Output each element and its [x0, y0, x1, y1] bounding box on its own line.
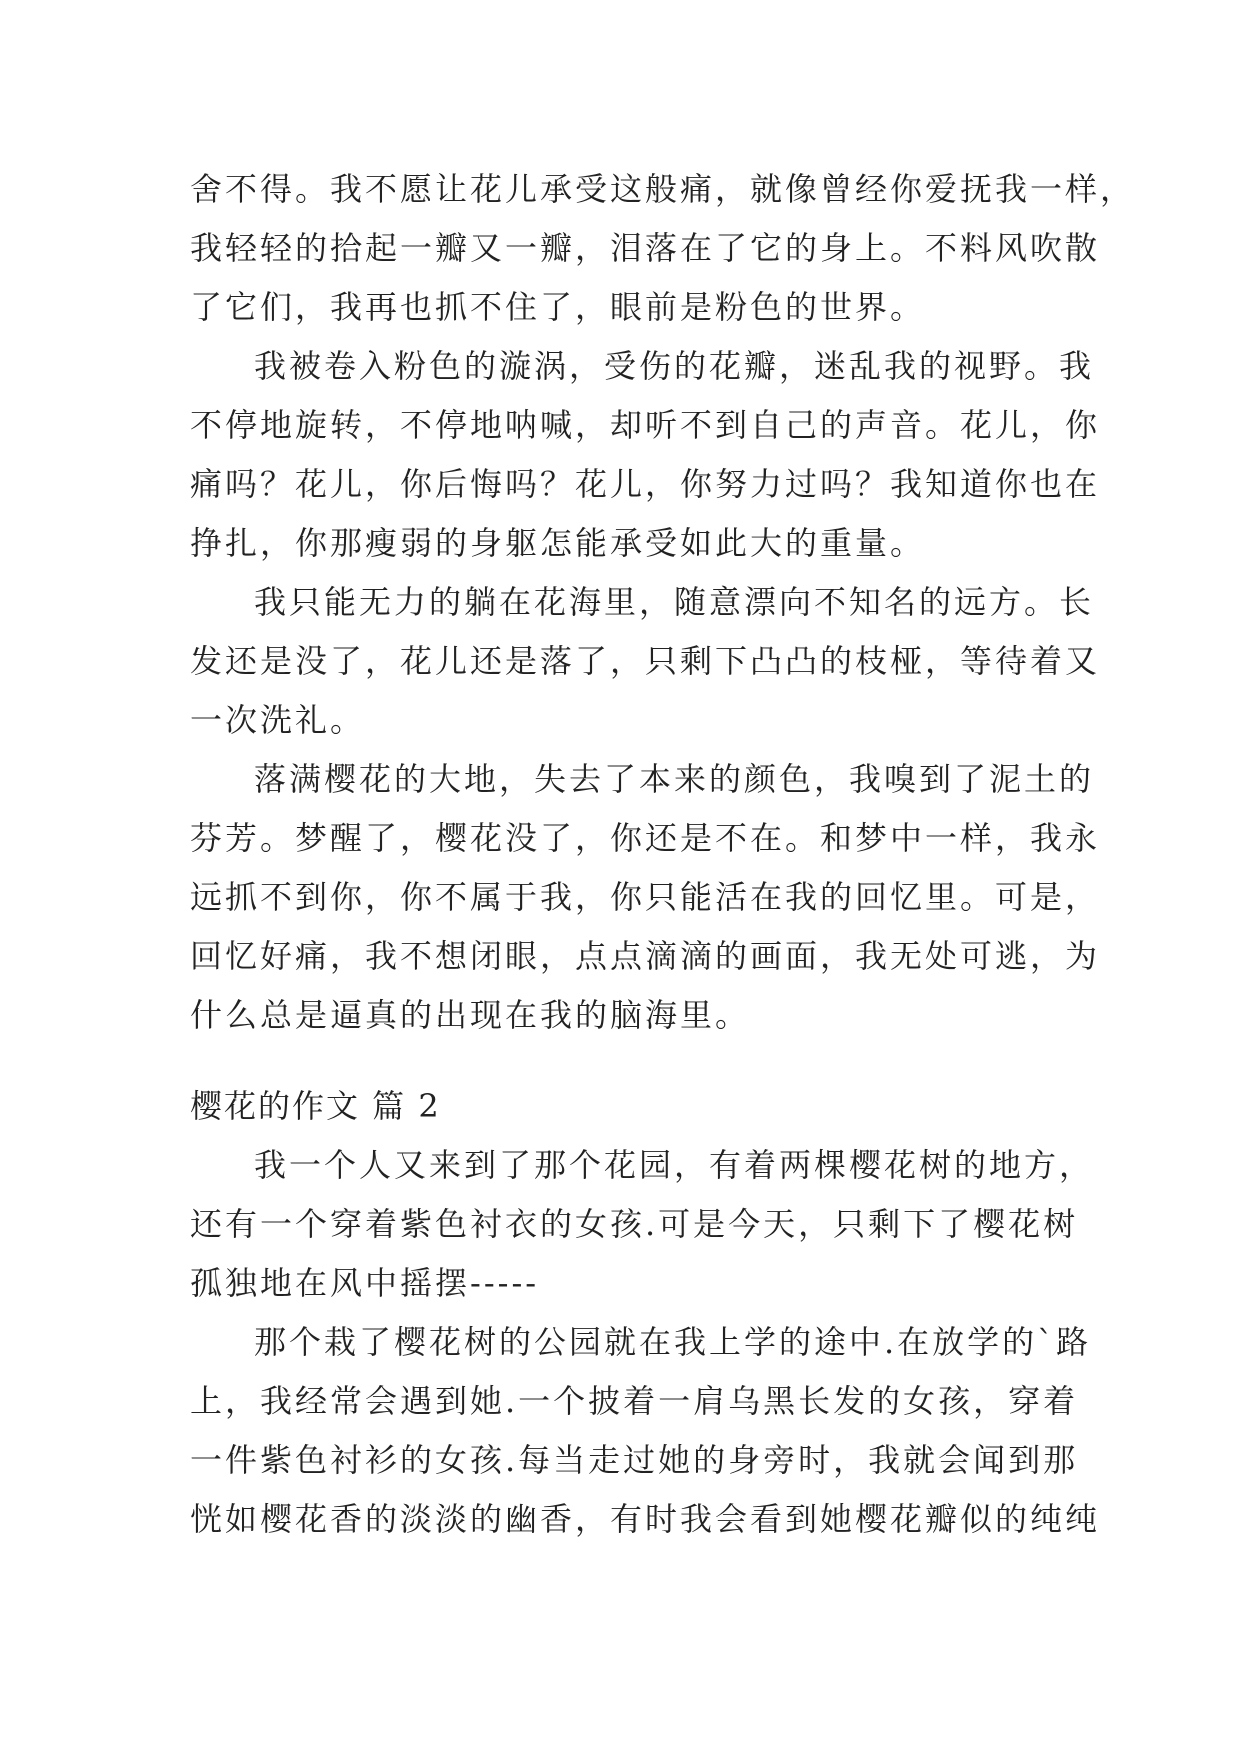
text-line: 挣扎，你那瘦弱的身躯怎能承受如此大的重量。 [190, 524, 926, 562]
text-line: 我被卷入粉色的漩涡，受伤的花瓣，迷乱我的视野。我 [254, 347, 1095, 385]
text-line: 一件紫色衬衫的女孩.每当走过她的身旁时，我就会闻到那 [190, 1441, 1079, 1479]
text-line: 舍不得。我不愿让花儿承受这般痛，就像曾经你爱抚我一样， [190, 170, 1136, 208]
paragraph-garden [190, 1136, 1095, 1313]
text-line: 还有一个穿着紫色衬衣的女孩.可是今天，只剩下了樱花树 [190, 1205, 1079, 1243]
text-line: 一次洗礼。 [190, 701, 366, 739]
text-line: 我一个人又来到了那个花园，有着两棵樱花树的地方， [254, 1146, 1095, 1184]
paragraph-park [190, 1313, 1101, 1549]
text-line: 芬芳。梦醒了，樱花没了，你还是不在。和梦中一样，我永 [190, 819, 1101, 857]
text-line: 痛吗？花儿，你后悔吗？花儿，你努力过吗？我知道你也在 [190, 465, 1101, 503]
text-line: 那个栽了樱花树的公园就在我上学的途中.在放学的`路 [254, 1323, 1092, 1361]
text-line: 落满樱花的大地，失去了本来的颜色，我嗅到了泥土的 [254, 760, 1095, 798]
section-heading: 樱花的作文 篇 2 [190, 1087, 441, 1125]
text-line: 什么总是逼真的出现在我的脑海里。 [190, 996, 751, 1034]
text-line: 远抓不到你，你不属于我，你只能活在我的回忆里。可是， [190, 878, 1101, 916]
text-line: 了它们，我再也抓不住了，眼前是粉色的世界。 [190, 288, 926, 326]
text-line: 上，我经常会遇到她.一个披着一肩乌黑长发的女孩，穿着 [190, 1382, 1079, 1420]
text-line: 孤独地在风中摇摆----- [190, 1264, 540, 1302]
paragraph-vortex [190, 337, 1101, 573]
document-body [190, 160, 1136, 1549]
text-line: 我轻轻的拾起一瓣又一瓣，泪落在了它的身上。不料风吹散 [190, 229, 1101, 267]
section-spacer [190, 1045, 1070, 1077]
text-line: 恍如樱花香的淡淡的幽香，有时我会看到她樱花瓣似的纯纯 [190, 1500, 1101, 1538]
text-line: 不停地旋转，不停地呐喊，却听不到自己的声音。花儿，你 [190, 406, 1101, 444]
text-line: 回忆好痛，我不想闭眼，点点滴滴的画面，我无处可逃，为 [190, 937, 1101, 975]
paragraph-continuation [190, 160, 1136, 337]
text-line: 发还是没了，花儿还是落了，只剩下凸凸的枝桠，等待着又 [190, 642, 1101, 680]
paragraph-dream [190, 750, 1101, 1045]
paragraph-flower-sea [190, 573, 1101, 750]
text-line: 我只能无力的躺在花海里，随意漂向不知名的远方。长 [254, 583, 1095, 621]
